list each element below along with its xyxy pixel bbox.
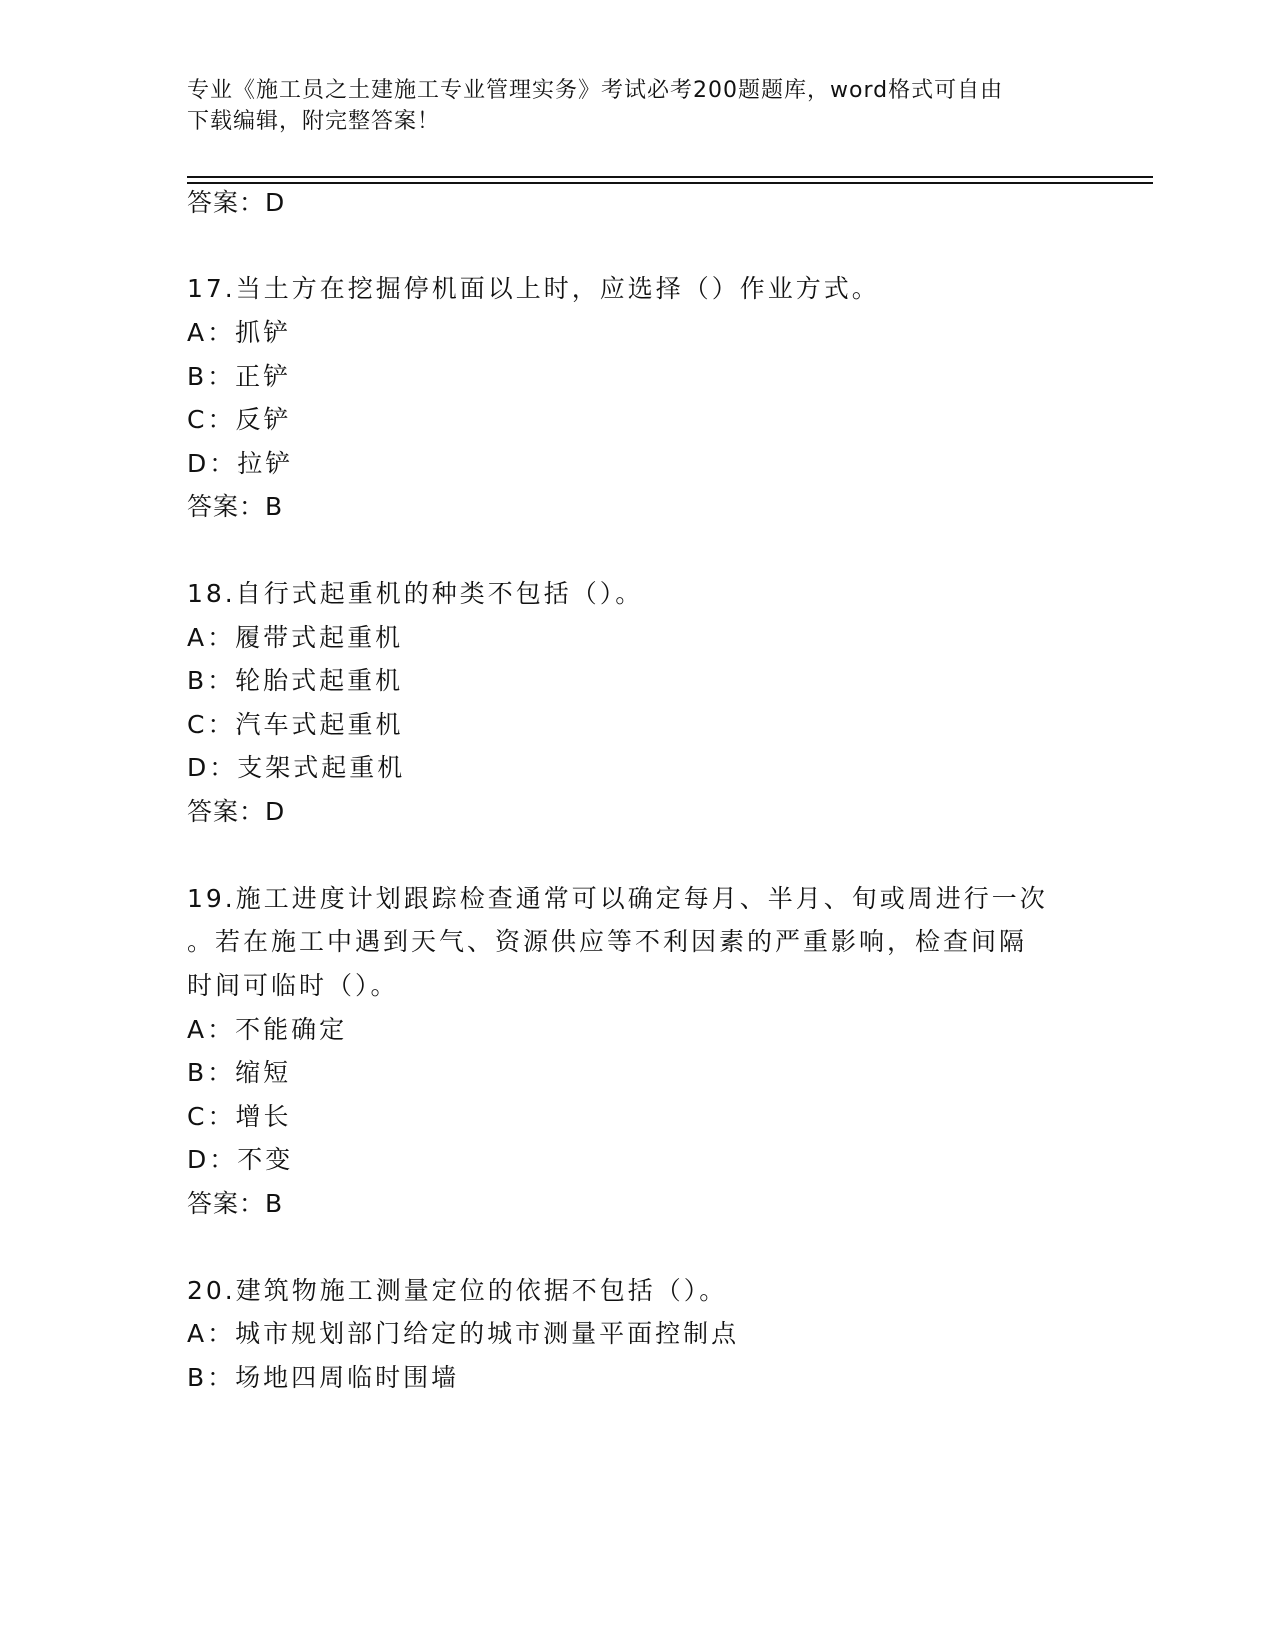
option-d: D：支架式起重机 (187, 753, 406, 782)
option-a: A：不能确定 (187, 1015, 348, 1044)
header-line-2: 下载编辑，附完整答案！ (187, 109, 441, 134)
option-d: D：不变 (187, 1145, 294, 1174)
header-line-1: 专业《施工员之土建施工专业管理实务》考试必考200题题库，word格式可自由 (187, 78, 1004, 103)
option-c: C：增长 (187, 1102, 292, 1131)
answer-line: 答案：D (187, 797, 286, 826)
option-b: B：正铲 (187, 362, 292, 391)
option-a: A：城市规划部门给定的城市测量平面控制点 (187, 1319, 740, 1348)
question-stem-continued: 。若在施工中遇到天气、资源供应等不利因素的严重影响，检查间隔 (187, 927, 1028, 956)
option-a: A：抓铲 (187, 318, 292, 347)
option-b: B：缩短 (187, 1058, 292, 1087)
question-stem: 18.自行式起重机的种类不包括（）。 (187, 579, 644, 608)
question-stem-continued: 时间可临时（）。 (187, 971, 399, 1000)
question-stem: 17.当土方在挖掘停机面以上时，应选择（）作业方式。 (187, 274, 880, 303)
question-stem: 19.施工进度计划跟踪检查通常可以确定每月、半月、旬或周进行一次 (187, 884, 1048, 913)
answer-line: 答案：B (187, 492, 284, 521)
answer-line: 答案：D (187, 188, 286, 217)
option-b: B：轮胎式起重机 (187, 666, 404, 695)
option-c: C：汽车式起重机 (187, 710, 404, 739)
option-c: C：反铲 (187, 405, 292, 434)
question-stem: 20.建筑物施工测量定位的依据不包括（）。 (187, 1276, 728, 1305)
header-rule-top (187, 176, 1153, 178)
answer-line: 答案：B (187, 1189, 284, 1218)
option-b: B：场地四周临时围墙 (187, 1363, 460, 1392)
document-header (187, 75, 1067, 137)
header-rule-bottom (187, 182, 1153, 184)
option-d: D：拉铲 (187, 449, 294, 478)
option-a: A：履带式起重机 (187, 623, 404, 652)
